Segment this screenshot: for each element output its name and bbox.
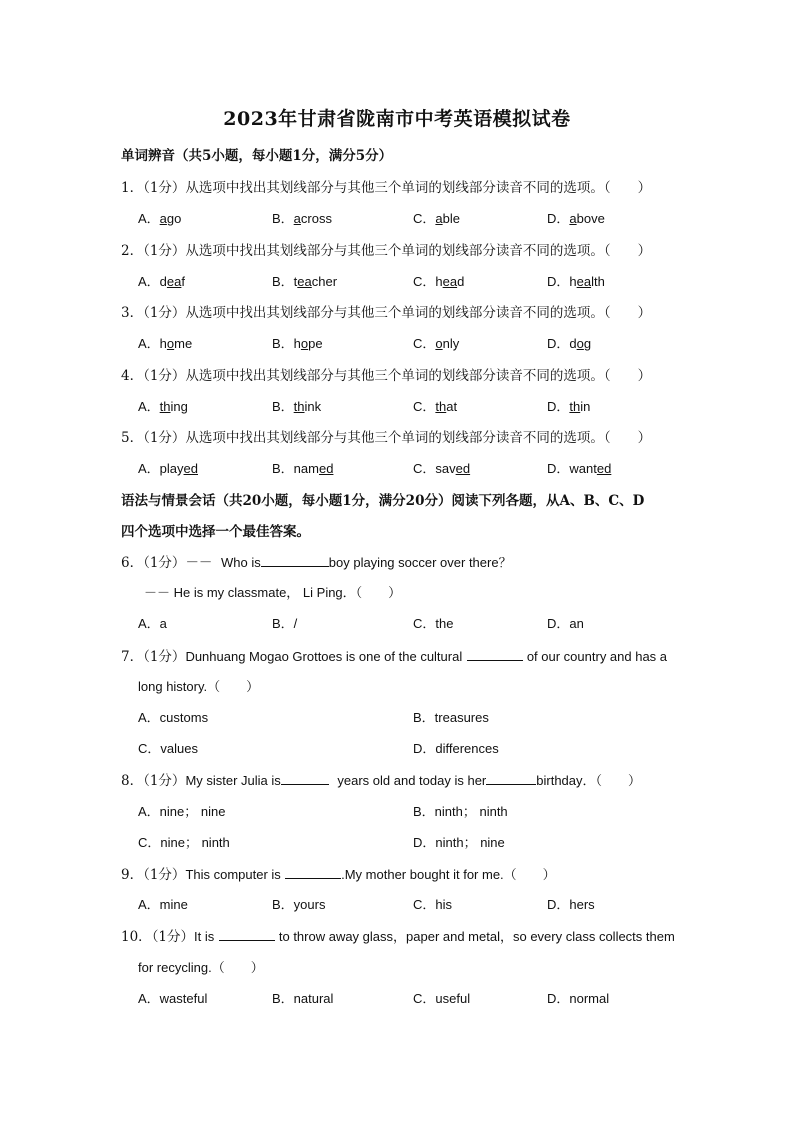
page-title: 2023年甘肃省陇南市中考英语模拟试卷 xyxy=(223,108,571,130)
q5-option-b[interactable] xyxy=(272,458,333,477)
word-part: d xyxy=(569,336,577,351)
word-part: in xyxy=(580,399,591,414)
q2-option-a[interactable] xyxy=(138,271,185,290)
underlined-letters: ea xyxy=(576,274,592,289)
q4-option-d[interactable] xyxy=(547,396,590,415)
question-text-pre: Dunhuang Mogao Grottoes is one of the cultural xyxy=(185,649,463,664)
q6-option-c[interactable]: C．the xyxy=(413,616,454,631)
q5-option-c[interactable] xyxy=(413,458,470,477)
word-part: d xyxy=(457,274,465,289)
option-word xyxy=(160,211,182,226)
option-word xyxy=(294,211,332,226)
option-word xyxy=(160,399,188,414)
option-label: C． xyxy=(413,399,436,414)
question-number: 7． xyxy=(121,649,144,665)
question-text-pre: My sister Julia is xyxy=(185,773,281,788)
question-text-post: to throw away glass，paper and metal，so every class collects them xyxy=(278,929,675,944)
question-number: 5． xyxy=(121,430,144,446)
q6-option-b[interactable]: B．/ xyxy=(272,616,298,631)
question-score: （1分） xyxy=(143,555,186,571)
q2-option-b[interactable] xyxy=(272,271,337,290)
option-word xyxy=(569,461,611,476)
q1-option-c[interactable] xyxy=(413,208,460,227)
option-word xyxy=(160,336,193,351)
q6-option-d[interactable]: D．an xyxy=(547,616,584,631)
underlined-letters: o xyxy=(166,336,175,351)
option-word xyxy=(569,274,604,289)
word-part: h xyxy=(159,336,167,351)
q7-option-c[interactable]: C．values xyxy=(138,741,198,756)
q9-option-b[interactable]: B．yours xyxy=(272,897,326,912)
answer-blank xyxy=(467,648,523,661)
option-label: A． xyxy=(138,336,160,351)
question-6-stem xyxy=(121,551,512,571)
q8-option-d[interactable]: D．ninth； nine xyxy=(413,835,505,850)
question-4-stem xyxy=(121,364,651,384)
option-word xyxy=(569,336,591,351)
question-9-stem xyxy=(121,863,556,883)
option-label: A． xyxy=(138,274,160,289)
question-number: 6． xyxy=(121,555,144,571)
option-label: B． xyxy=(272,211,294,226)
q4-option-c[interactable] xyxy=(413,396,457,415)
option-label: C． xyxy=(413,336,436,351)
question-number: 1． xyxy=(121,180,144,196)
word-part: at xyxy=(446,399,458,414)
question-text: （1分）从选项中找出其划线部分与其他三个单词的划线部分读音不同的选项。（ ） xyxy=(143,180,652,196)
word-part: nly xyxy=(442,336,460,351)
q8-option-a[interactable]: A．nine； nine xyxy=(138,804,226,819)
option-word xyxy=(294,461,334,476)
question-score: （1分） xyxy=(143,867,186,883)
option-label: C． xyxy=(413,461,436,476)
word-part: t xyxy=(293,274,298,289)
q3-option-a[interactable] xyxy=(138,333,192,352)
option-label: B． xyxy=(272,336,294,351)
q3-option-c[interactable] xyxy=(413,333,459,352)
option-word xyxy=(294,399,321,414)
question-text-post: birthday．（ ） xyxy=(536,773,642,788)
question-text-post: .My mother bought it for me.（ ） xyxy=(341,867,556,882)
underlined-letters: ed xyxy=(455,461,471,476)
q10-option-c[interactable]: C．useful xyxy=(413,991,471,1006)
underlined-letters: a xyxy=(435,211,443,226)
word-part: me xyxy=(174,336,193,351)
question-10-continuation: for recycling.（ ） xyxy=(138,960,264,975)
underlined-letters: ed xyxy=(596,461,612,476)
underlined-letters: ea xyxy=(297,274,312,289)
q9-option-a[interactable]: A．mine xyxy=(138,897,188,912)
option-label: D． xyxy=(547,461,570,476)
question-text-pre: This computer is xyxy=(185,867,281,882)
option-word xyxy=(294,274,337,289)
underlined-letters: ed xyxy=(318,461,334,476)
question-number: 2． xyxy=(121,243,144,259)
word-part: play xyxy=(159,461,184,476)
word-part: sav xyxy=(435,461,456,476)
question-text-pre: It is xyxy=(194,929,215,944)
section-heading-grammar-line1: 语法与情景会话（共20小题，每小题1分，满分20分）阅读下列各题，从A、B、C、D xyxy=(121,493,645,509)
q3-option-b[interactable] xyxy=(272,333,323,352)
underlined-letters: o xyxy=(576,336,584,351)
section-heading-phonics: 单词辨音（共5小题，每小题1分，满分5分） xyxy=(121,148,393,164)
option-label: D． xyxy=(547,274,570,289)
word-part: pe xyxy=(308,336,323,351)
question-text-post: of our country and has a xyxy=(526,649,668,664)
word-part: h xyxy=(293,336,301,351)
question-10-stem xyxy=(121,925,675,945)
underlined-letters: ed xyxy=(183,461,198,476)
q9-option-c[interactable]: C．his xyxy=(413,897,453,912)
question-score: （1分） xyxy=(143,773,186,789)
question-text: （1分）从选项中找出其划线部分与其他三个单词的划线部分读音不同的选项。（ ） xyxy=(143,368,652,384)
option-word xyxy=(569,211,604,226)
option-label: B． xyxy=(272,274,294,289)
option-label: A． xyxy=(138,399,160,414)
option-label: B． xyxy=(272,399,294,414)
q1-option-d[interactable] xyxy=(547,208,605,227)
question-2-stem xyxy=(121,239,651,259)
word-part: d xyxy=(159,274,167,289)
option-word xyxy=(435,211,460,226)
option-word xyxy=(435,336,459,351)
answer-blank xyxy=(261,554,329,567)
option-label: A． xyxy=(138,211,160,226)
answer-blank xyxy=(219,928,275,941)
q1-option-b[interactable] xyxy=(272,208,332,227)
option-word xyxy=(435,461,470,476)
question-1-stem xyxy=(121,176,651,196)
option-word xyxy=(435,274,464,289)
option-label: D． xyxy=(547,211,570,226)
question-number: 8． xyxy=(121,773,144,789)
q6-option-a[interactable]: A．a xyxy=(138,616,167,631)
option-label: C． xyxy=(413,274,436,289)
q4-option-b[interactable] xyxy=(272,396,321,415)
word-part: go xyxy=(166,211,182,226)
dialogue-dash: －－ xyxy=(185,555,213,571)
word-part: lth xyxy=(591,274,605,289)
word-part: bove xyxy=(576,211,605,226)
option-word xyxy=(569,399,590,414)
word-part: g xyxy=(583,336,592,351)
question-text-post: boy playing soccer over there？ xyxy=(328,555,512,570)
underlined-letters: th xyxy=(159,399,171,414)
question-text: （1分）从选项中找出其划线部分与其他三个单词的划线部分读音不同的选项。（ ） xyxy=(143,430,652,446)
q1-option-a[interactable] xyxy=(138,208,181,227)
q5-option-d[interactable] xyxy=(547,458,611,477)
q9-option-d[interactable]: D．hers xyxy=(547,897,595,912)
word-part: want xyxy=(569,461,597,476)
question-7-stem xyxy=(121,645,667,665)
q2-option-d[interactable] xyxy=(547,271,605,290)
q2-option-c[interactable] xyxy=(413,271,464,290)
option-label: D． xyxy=(547,399,570,414)
option-label: C． xyxy=(413,211,436,226)
q8-option-c[interactable]: C．nine； ninth xyxy=(138,835,230,850)
word-part: ink xyxy=(304,399,322,414)
underlined-letters: o xyxy=(300,336,309,351)
word-part: cross xyxy=(300,211,332,226)
word-part: h xyxy=(435,274,443,289)
word-part: nam xyxy=(293,461,319,476)
option-label: B． xyxy=(272,461,294,476)
question-text: （1分）从选项中找出其划线部分与其他三个单词的划线部分读音不同的选项。（ ） xyxy=(143,305,652,321)
underlined-letters: a xyxy=(159,211,167,226)
q10-option-d[interactable]: D．normal xyxy=(547,991,610,1006)
question-number: 10． xyxy=(121,929,152,945)
option-word xyxy=(160,461,198,476)
word-part: f xyxy=(181,274,185,289)
q3-option-d[interactable] xyxy=(547,333,591,352)
option-word xyxy=(294,336,323,351)
question-5-stem xyxy=(121,426,651,446)
question-3-stem xyxy=(121,301,651,321)
q10-option-a[interactable]: A．wasteful xyxy=(138,991,208,1006)
section-heading-grammar-line2: 四个选项中选择一个最佳答案。 xyxy=(121,524,310,540)
question-number: 3． xyxy=(121,305,144,321)
underlined-letters: th xyxy=(569,399,581,414)
question-number: 4． xyxy=(121,368,144,384)
question-text-mid: years old and today is her xyxy=(337,773,487,788)
q7-option-d[interactable]: D．differences xyxy=(413,741,499,756)
question-8-stem xyxy=(121,769,641,789)
question-text: （1分）从选项中找出其划线部分与其他三个单词的划线部分读音不同的选项。（ ） xyxy=(143,243,652,259)
underlined-letters: ea xyxy=(442,274,458,289)
answer-blank xyxy=(285,866,341,879)
question-7-continuation: long history.（ ） xyxy=(138,679,260,694)
question-score: （1分） xyxy=(151,929,195,945)
q10-option-b[interactable]: B．natural xyxy=(272,991,334,1006)
underlined-letters: a xyxy=(293,211,301,226)
answer-blank xyxy=(486,772,536,785)
question-6-response: －－ He is my classmate， Li Ping．（ ） xyxy=(144,585,402,600)
question-number: 9． xyxy=(121,867,144,883)
option-label: A． xyxy=(138,461,160,476)
q8-option-b[interactable]: B．ninth； ninth xyxy=(413,804,508,819)
word-part: ing xyxy=(170,399,188,414)
underlined-letters: o xyxy=(435,336,443,351)
word-part: ble xyxy=(442,211,460,226)
question-text-pre: Who is xyxy=(221,555,261,570)
question-score: （1分） xyxy=(143,649,186,665)
word-part: cher xyxy=(311,274,338,289)
underlined-letters: a xyxy=(569,211,577,226)
q7-option-b[interactable]: B．treasures xyxy=(413,710,489,725)
q5-option-a[interactable] xyxy=(138,458,198,477)
option-word xyxy=(160,274,185,289)
option-word xyxy=(435,399,457,414)
q7-option-a[interactable]: A．customs xyxy=(138,710,209,725)
option-label: D． xyxy=(547,336,570,351)
q4-option-a[interactable] xyxy=(138,396,188,415)
answer-blank xyxy=(281,772,329,785)
underlined-letters: th xyxy=(435,399,447,414)
underlined-letters: ea xyxy=(166,274,182,289)
underlined-letters: th xyxy=(293,399,305,414)
word-part: h xyxy=(569,274,577,289)
